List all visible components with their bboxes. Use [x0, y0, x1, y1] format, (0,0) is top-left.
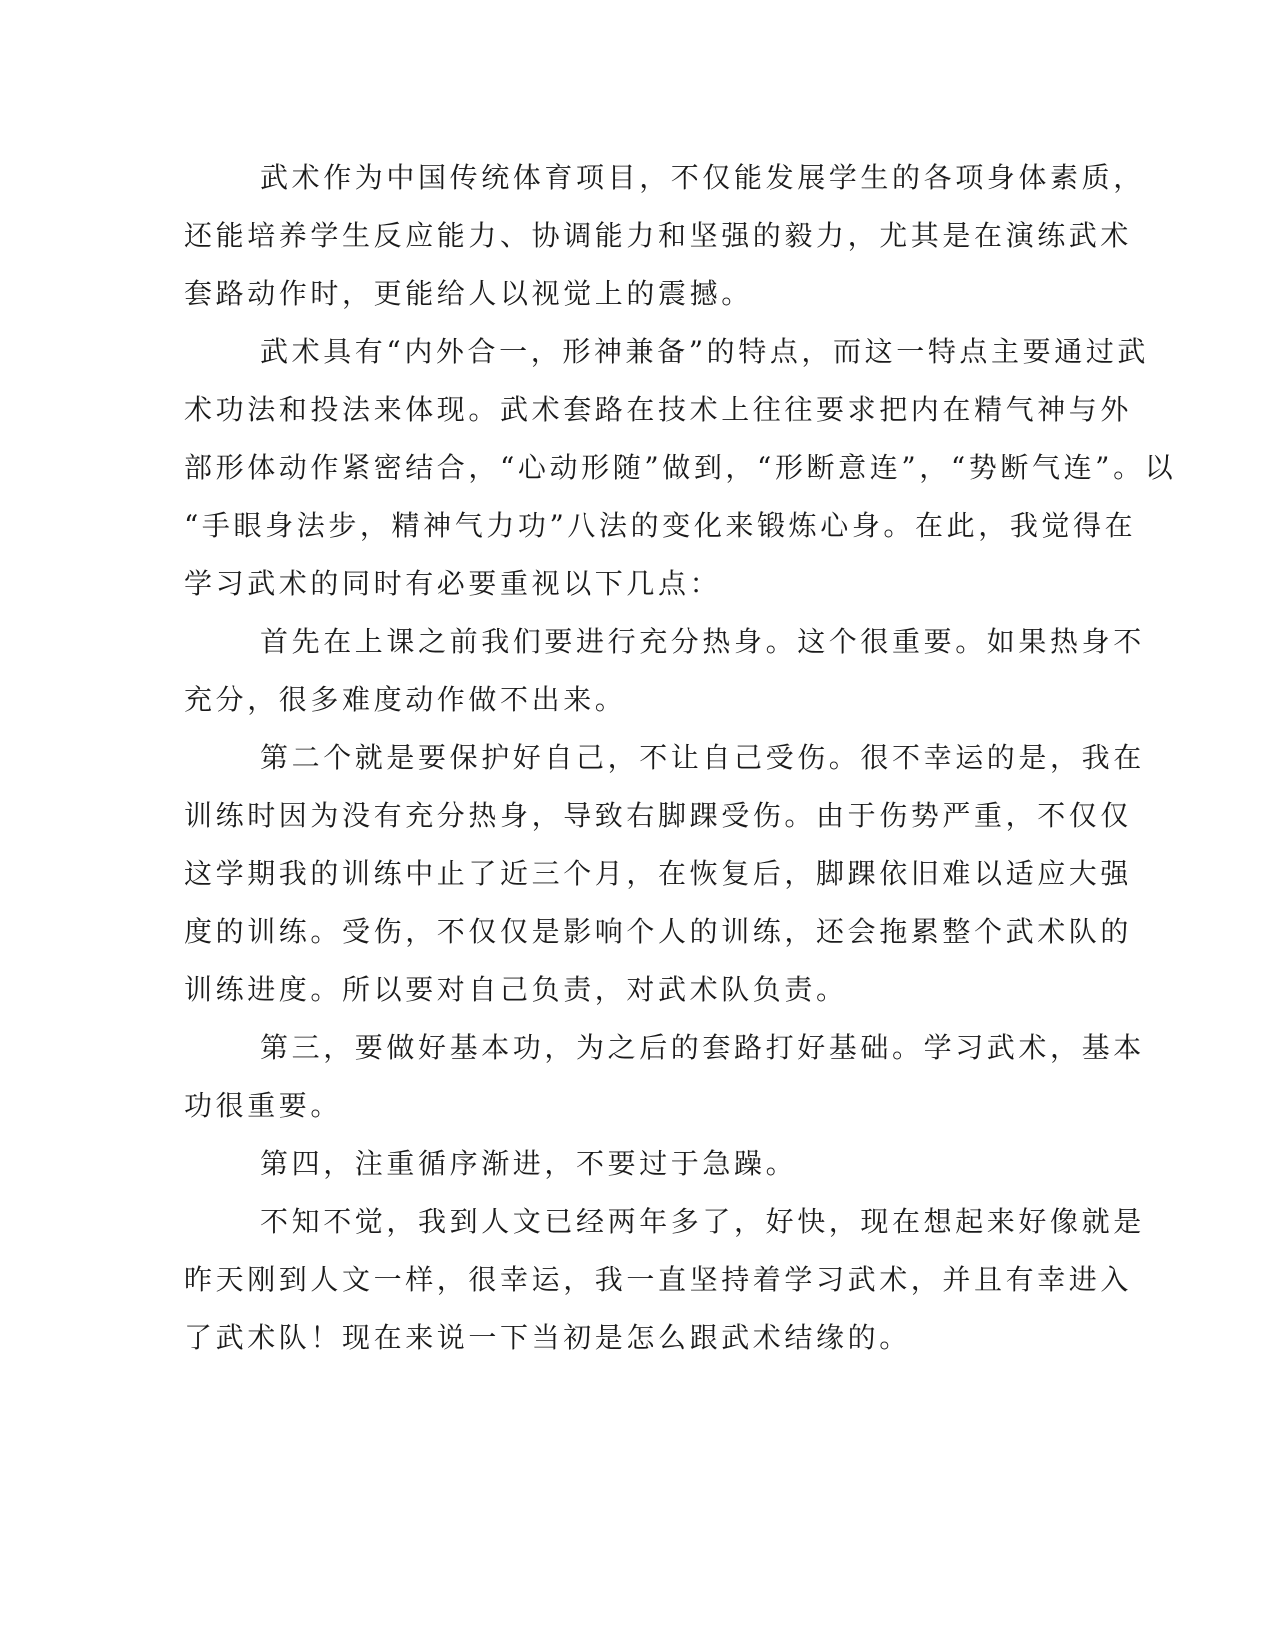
- paragraph-line: 武术作为中国传统体育项目，不仅能发展学生的各项身体素质，: [260, 161, 1145, 194]
- paragraph-line: 充分，很多难度动作做不出来。: [184, 683, 627, 716]
- paragraph-line: 了武术队！现在来说一下当初是怎么跟武术结缘的。: [184, 1321, 911, 1354]
- paragraph-line: 功很重要。: [184, 1089, 343, 1122]
- paragraph-line: 第三，要做好基本功，为之后的套路打好基础。学习武术，基本: [260, 1031, 1145, 1064]
- paragraph-line: 训练进度。所以要对自己负责，对武术队负责。: [184, 973, 848, 1006]
- paragraph-line: 还能培养学生反应能力、协调能力和坚强的毅力，尤其是在演练武术: [184, 219, 1133, 252]
- paragraph-line: 不知不觉，我到人文已经两年多了，好快，现在想起来好像就是: [260, 1205, 1145, 1238]
- paragraph-line: 套路动作时，更能给人以视觉上的震撼。: [184, 277, 753, 310]
- paragraph-line: 部形体动作紧密结合，“心动形随”做到，“形断意连”，“势断气连”。以: [184, 451, 1177, 484]
- paragraph-line: “手眼身法步，精神气力功”八法的变化来锻炼心身。在此，我觉得在: [184, 509, 1137, 542]
- paragraph-line: 训练时因为没有充分热身，导致右脚踝受伤。由于伤势严重，不仅仅: [184, 799, 1133, 832]
- paragraph-line: 首先在上课之前我们要进行充分热身。这个很重要。如果热身不: [260, 625, 1145, 658]
- paragraph-line: 第四，注重循序渐进，不要过于急躁。: [260, 1147, 798, 1180]
- paragraph-line: 学习武术的同时有必要重视以下几点：: [184, 567, 722, 600]
- paragraph-line: 这学期我的训练中止了近三个月，在恢复后，脚踝依旧难以适应大强: [184, 857, 1133, 890]
- paragraph-line: 术功法和投法来体现。武术套路在技术上往往要求把内在精气神与外: [184, 393, 1133, 426]
- paragraph-line: 度的训练。受伤，不仅仅是影响个人的训练，还会拖累整个武术队的: [184, 915, 1133, 948]
- paragraph-line: 第二个就是要保护好自己，不让自己受伤。很不幸运的是，我在: [260, 741, 1145, 774]
- paragraph-line: 昨天刚到人文一样，很幸运，我一直坚持着学习武术，并且有幸进入: [184, 1263, 1133, 1296]
- paragraph-line: 武术具有“内外合一，形神兼备”的特点，而这一特点主要通过武: [260, 335, 1150, 368]
